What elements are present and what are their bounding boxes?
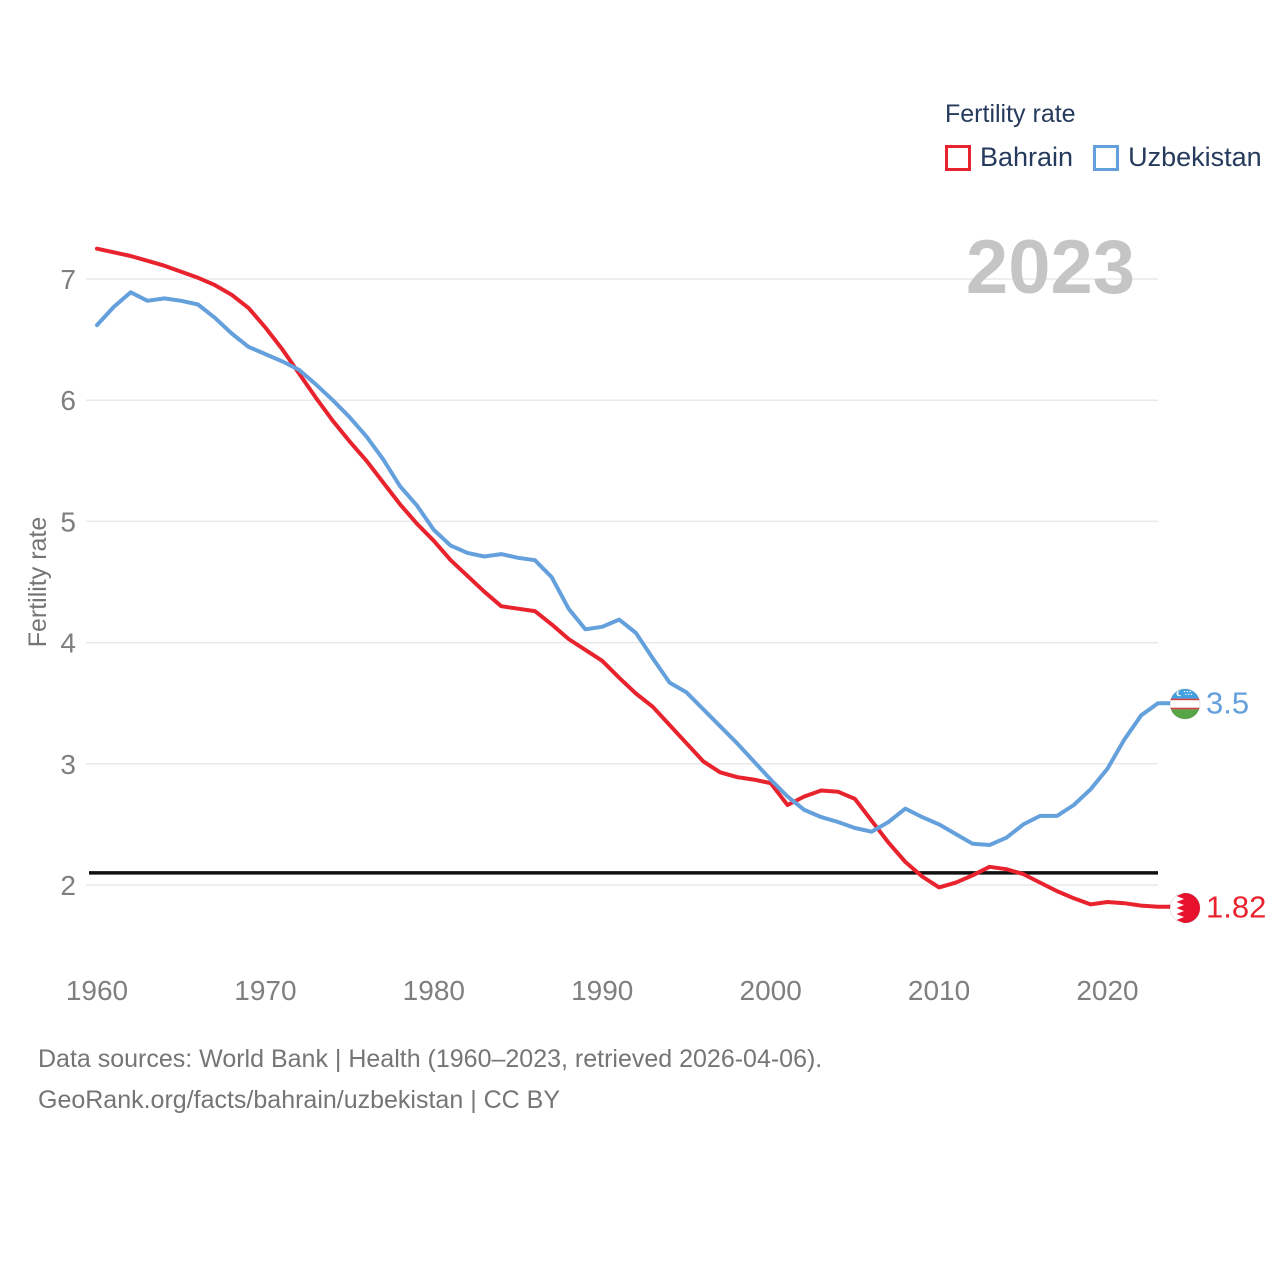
legend	[945, 100, 1262, 173]
y-axis-title: Fertility rate	[24, 516, 52, 648]
x-tick-label: 1970	[234, 975, 297, 1006]
data-sources-line: Data sources: World Bank | Health (1960–2023, retrieved 2026-04-06).	[38, 1045, 823, 1073]
uzbekistan-end-value-label: 3.5	[1206, 685, 1250, 721]
uzbekistan-flag-icon	[1170, 689, 1200, 719]
source-attribution	[38, 1039, 822, 1121]
x-tick-label: 2000	[739, 975, 802, 1006]
x-tick-label: 2020	[1076, 975, 1139, 1006]
uzbekistan-swatch-icon	[1093, 145, 1119, 171]
bahrain-swatch-icon	[945, 145, 971, 171]
legend-row	[945, 142, 1262, 173]
year-watermark: 2023	[965, 225, 1135, 310]
y-tick-label: 3	[60, 748, 76, 780]
y-tick-label: 2	[60, 870, 76, 901]
y-tick-label: 6	[60, 385, 76, 417]
y-tick-label: 5	[60, 506, 76, 538]
legend-item-uzbekistan[interactable]	[1093, 142, 1262, 173]
bahrain-end-value-label: 1.82	[1206, 889, 1267, 925]
x-tick-label: 1980	[402, 975, 465, 1006]
license-line: GeoRank.org/facts/bahrain/uzbekistan | CC BY	[38, 1086, 561, 1114]
legend-label-uzbekistan: Uzbekistan	[1128, 142, 1262, 172]
y-tick-label: 4	[60, 627, 76, 659]
x-tick-label: 1960	[65, 975, 129, 1006]
series-line-uzbekistan[interactable]	[97, 292, 1171, 845]
x-tick-label: 2010	[907, 975, 971, 1006]
legend-label-bahrain: Bahrain	[980, 142, 1074, 172]
series-line-bahrain[interactable]	[97, 249, 1171, 907]
y-tick-label: 7	[60, 264, 76, 295]
x-tick-label: 1990	[571, 975, 634, 1006]
legend-item-bahrain[interactable]	[945, 142, 1073, 173]
legend-title: Fertility rate	[945, 100, 1076, 128]
flag-markers	[1170, 689, 1200, 923]
bahrain-flag-icon	[1170, 893, 1200, 923]
